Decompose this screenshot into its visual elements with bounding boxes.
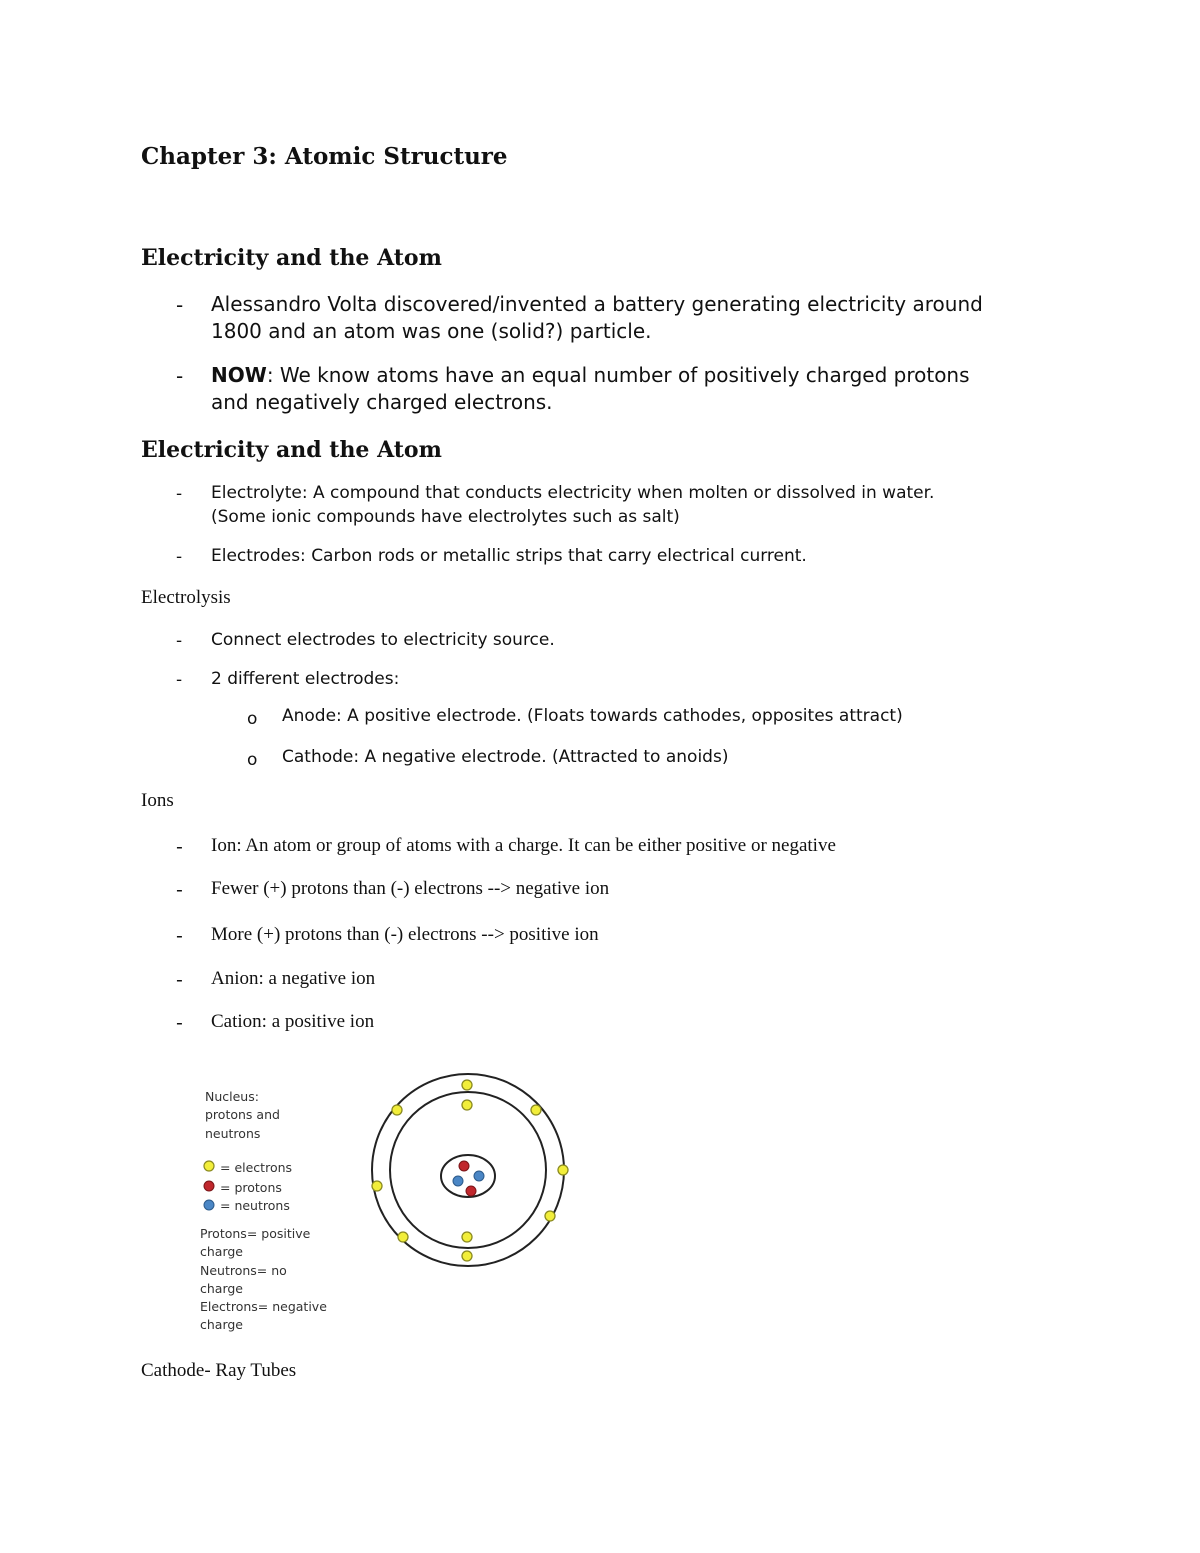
legend-charge-2: charge <box>200 1244 243 1259</box>
legend-electron-swatch <box>204 1161 214 1171</box>
s1-bullet-2-line-2: and negatively charged electrons. <box>211 390 553 414</box>
bullet-dash: - <box>176 1012 183 1034</box>
legend-charge-4: charge <box>200 1281 243 1296</box>
now-bold: NOW <box>211 363 267 387</box>
electrolysis-sub-1: Anode: A positive electrode. (Floats towards cathodes, opposites attract) <box>282 706 903 726</box>
bullet-dash: - <box>176 484 183 504</box>
electrolysis-bullet-2: 2 different electrodes: <box>211 669 400 689</box>
bullet-dash: - <box>176 925 183 947</box>
s2-bullet-2: Electrodes: Carbon rods or metallic strips that carry electrical current. <box>211 546 807 566</box>
section-heading-2: Electricity and the Atom <box>141 437 442 463</box>
ions-item: More (+) protons than (-) electrons --> positive ion <box>211 924 599 945</box>
electron <box>545 1211 555 1221</box>
legend-charge-5: Electrons= negative <box>200 1299 327 1314</box>
electrolysis-heading: Electrolysis <box>141 587 231 608</box>
bullet-dash: - <box>176 879 183 901</box>
ions-item: Anion: a negative ion <box>211 968 376 989</box>
legend-nucleus-line-3: neutrons <box>205 1126 261 1141</box>
bullet-dash: - <box>176 631 183 651</box>
legend-protons: = protons <box>220 1180 282 1195</box>
bullet-dash: - <box>176 969 183 991</box>
legend-electrons: = electrons <box>220 1160 293 1175</box>
sub-bullet-marker: o <box>247 709 258 729</box>
neutron <box>453 1176 463 1186</box>
neutron <box>474 1171 484 1181</box>
s2-bullet-1-line-1: Electrolyte: A compound that conducts electricity when molten or dissolved in water. <box>211 483 935 503</box>
proton <box>459 1161 469 1171</box>
electrolysis-bullet-1: Connect electrodes to electricity source. <box>211 630 555 650</box>
electron <box>462 1251 472 1261</box>
electron <box>462 1080 472 1090</box>
proton <box>466 1186 476 1196</box>
s1-bullet-1-line-2: 1800 and an atom was one (solid?) particle. <box>211 319 652 343</box>
legend-charge-6: charge <box>200 1317 243 1332</box>
legend-charge-1: Protons= positive <box>200 1226 311 1241</box>
sub-bullet-marker: o <box>247 750 258 770</box>
legend-nucleus-line-1: Nucleus: <box>205 1089 259 1104</box>
legend-proton-swatch <box>204 1181 214 1191</box>
now-rest: : We know atoms have an equal number of positively charged protons <box>266 363 970 387</box>
cathode-ray-heading: Cathode- Ray Tubes <box>141 1360 297 1381</box>
legend-nucleus-line-2: protons and <box>205 1107 280 1122</box>
electron <box>398 1232 408 1242</box>
ions-item: Ion: An atom or group of atoms with a charge. It can be either positive or negative <box>211 835 836 856</box>
legend-neutrons: = neutrons <box>220 1198 290 1213</box>
s2-bullet-1-line-2: (Some ionic compounds have electrolytes such as salt) <box>211 507 680 527</box>
electron <box>462 1100 472 1110</box>
electron <box>462 1232 472 1242</box>
legend-swatches <box>201 1158 217 1214</box>
legend-charge-3: Neutrons= no <box>200 1263 287 1278</box>
page-title: Chapter 3: Atomic Structure <box>141 143 508 170</box>
electron <box>558 1165 568 1175</box>
inner-shell <box>390 1092 546 1248</box>
atom-diagram <box>360 1070 580 1270</box>
s1-bullet-1-line-1: Alessandro Volta discovered/invented a battery generating electricity around <box>211 292 983 316</box>
electron <box>392 1105 402 1115</box>
electron <box>531 1105 541 1115</box>
bullet-dash: - <box>176 836 183 858</box>
bullet-dash: - <box>176 364 184 388</box>
ions-item: Cation: a positive ion <box>211 1011 375 1032</box>
section-heading-1: Electricity and the Atom <box>141 245 442 271</box>
bullet-dash: - <box>176 293 184 317</box>
legend-neutron-swatch <box>204 1200 214 1210</box>
electrolysis-sub-2: Cathode: A negative electrode. (Attracted to anoids) <box>282 747 729 767</box>
electron <box>372 1181 382 1191</box>
ions-item: Fewer (+) protons than (-) electrons --> negative ion <box>211 878 610 899</box>
ions-heading: Ions <box>141 790 174 811</box>
bullet-dash: - <box>176 547 183 567</box>
s1-bullet-2-line-1 <box>211 362 970 389</box>
bullet-dash: - <box>176 670 183 690</box>
